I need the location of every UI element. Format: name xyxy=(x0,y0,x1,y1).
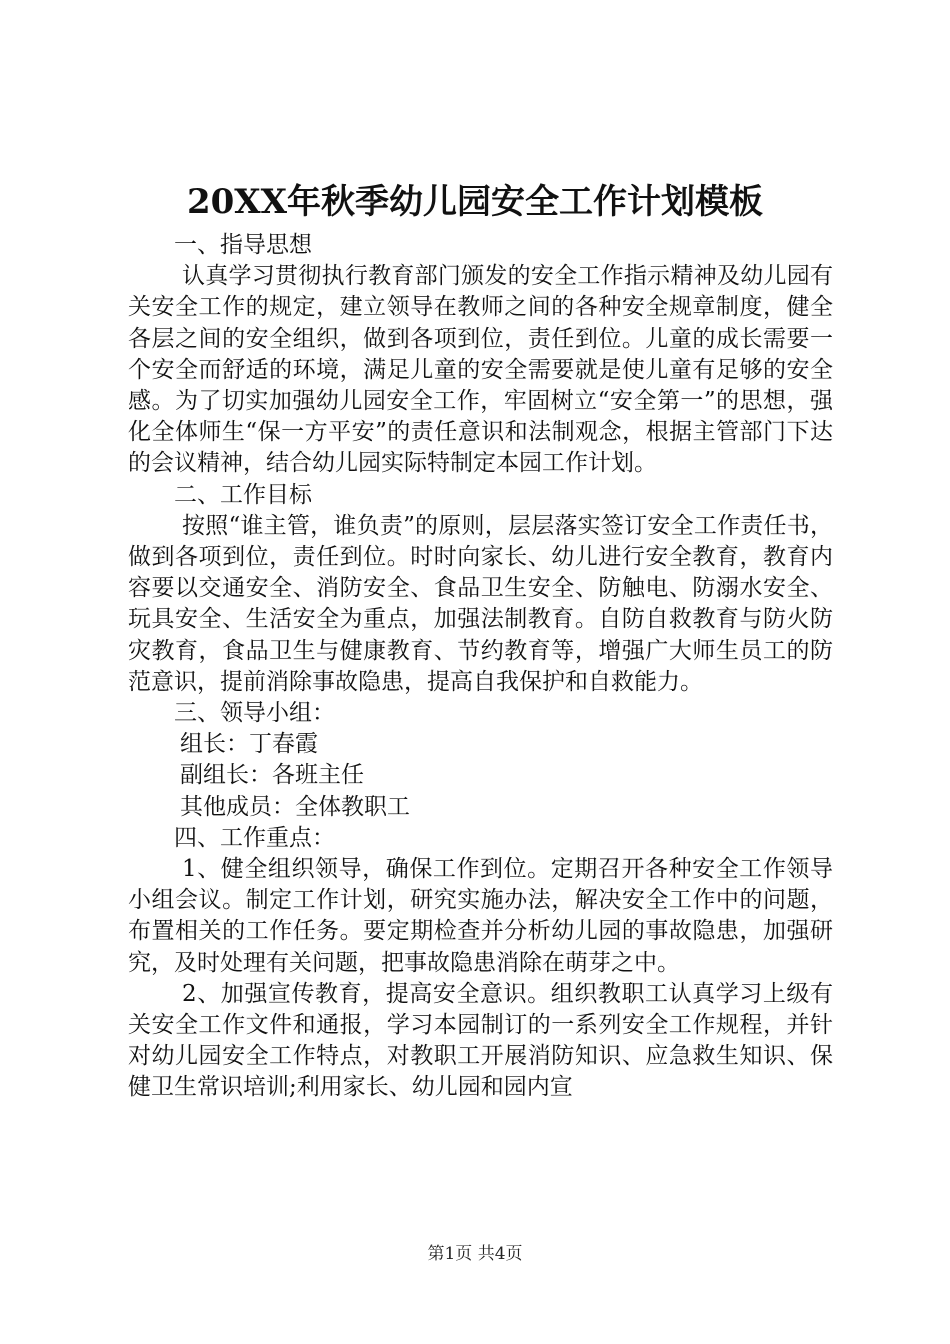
paragraph-work-focus-item-1: 1、健全组织领导，确保工作到位。定期召开各种安全工作领导小组会议。制定工作计划，研究实施办法，解决安全工作中的问题，布置相关的工作任务。要定期检查并分析幼儿园的事故隐患，加强研究，及时处理有关问题，把事故隐患消除在萌芽之中。 xyxy=(128,856,833,976)
section-heading-guiding-ideology: 一、指导思想 xyxy=(174,232,312,258)
leader-line: 组长：丁春霞 xyxy=(180,731,318,758)
page-footer: 第1页 共4页 xyxy=(427,1244,523,1264)
other-members-line: 其他成员：全体教职工 xyxy=(180,793,410,820)
section-heading-work-goals: 二、工作目标 xyxy=(174,481,312,508)
section-heading-leadership-group: 三、领导小组： xyxy=(174,700,335,727)
document-body xyxy=(128,230,833,1104)
paragraph-guiding-ideology: 认真学习贯彻执行教育部门颁发的安全工作指示精神及幼儿园有关安全工作的规定，建立领导在教师之间的各种安全规章制度，健全各层之间的安全组织，做到各项到位，责任到位。儿童的成长需要一个安全而舒适的环境，满足儿童的安全需要就是使儿童有足够的安全感。为了切实加强幼儿园安全工作，牢固树立“安全第一”的思想，强化全体师生“保一方平安”的责任意识和法制观念，根据主管部门下达的会议精神，结合幼儿园实际特制定本园工作计划。 xyxy=(128,263,833,477)
deputy-leader-line: 副组长：各班主任 xyxy=(180,762,364,789)
section-heading-work-focus: 四、工作重点： xyxy=(174,824,335,851)
paragraph-work-focus-item-2: 2、加强宣传教育，提高安全意识。组织教职工认真学习上级有关安全工作文件和通报，学习本园制订的一系列安全工作规程，并针对幼儿园安全工作特点，对教职工开展消防知识、应急救生知识、保健卫生常识培训;利用家长、幼儿园和园内宣 xyxy=(128,980,833,1101)
paragraph-work-goals: 按照“谁主管，谁负责”的原则，层层落实签订安全工作责任书，做到各项到位，责任到位。时时向家长、幼儿进行安全教育，教育内容要以交通安全、消防安全、食品卫生安全、防触电、防溺水安全、玩具安全、生活安全为重点，加强法制教育。自防自救教育与防火防灾教育，食品卫生与健康教育、节约教育等，增强广大师生员工的防范意识，提前消除事故隐患，提高自我保护和自救能力。 xyxy=(128,512,833,695)
document-title: 20XX年秋季幼儿园安全工作计划模板 xyxy=(186,182,764,222)
